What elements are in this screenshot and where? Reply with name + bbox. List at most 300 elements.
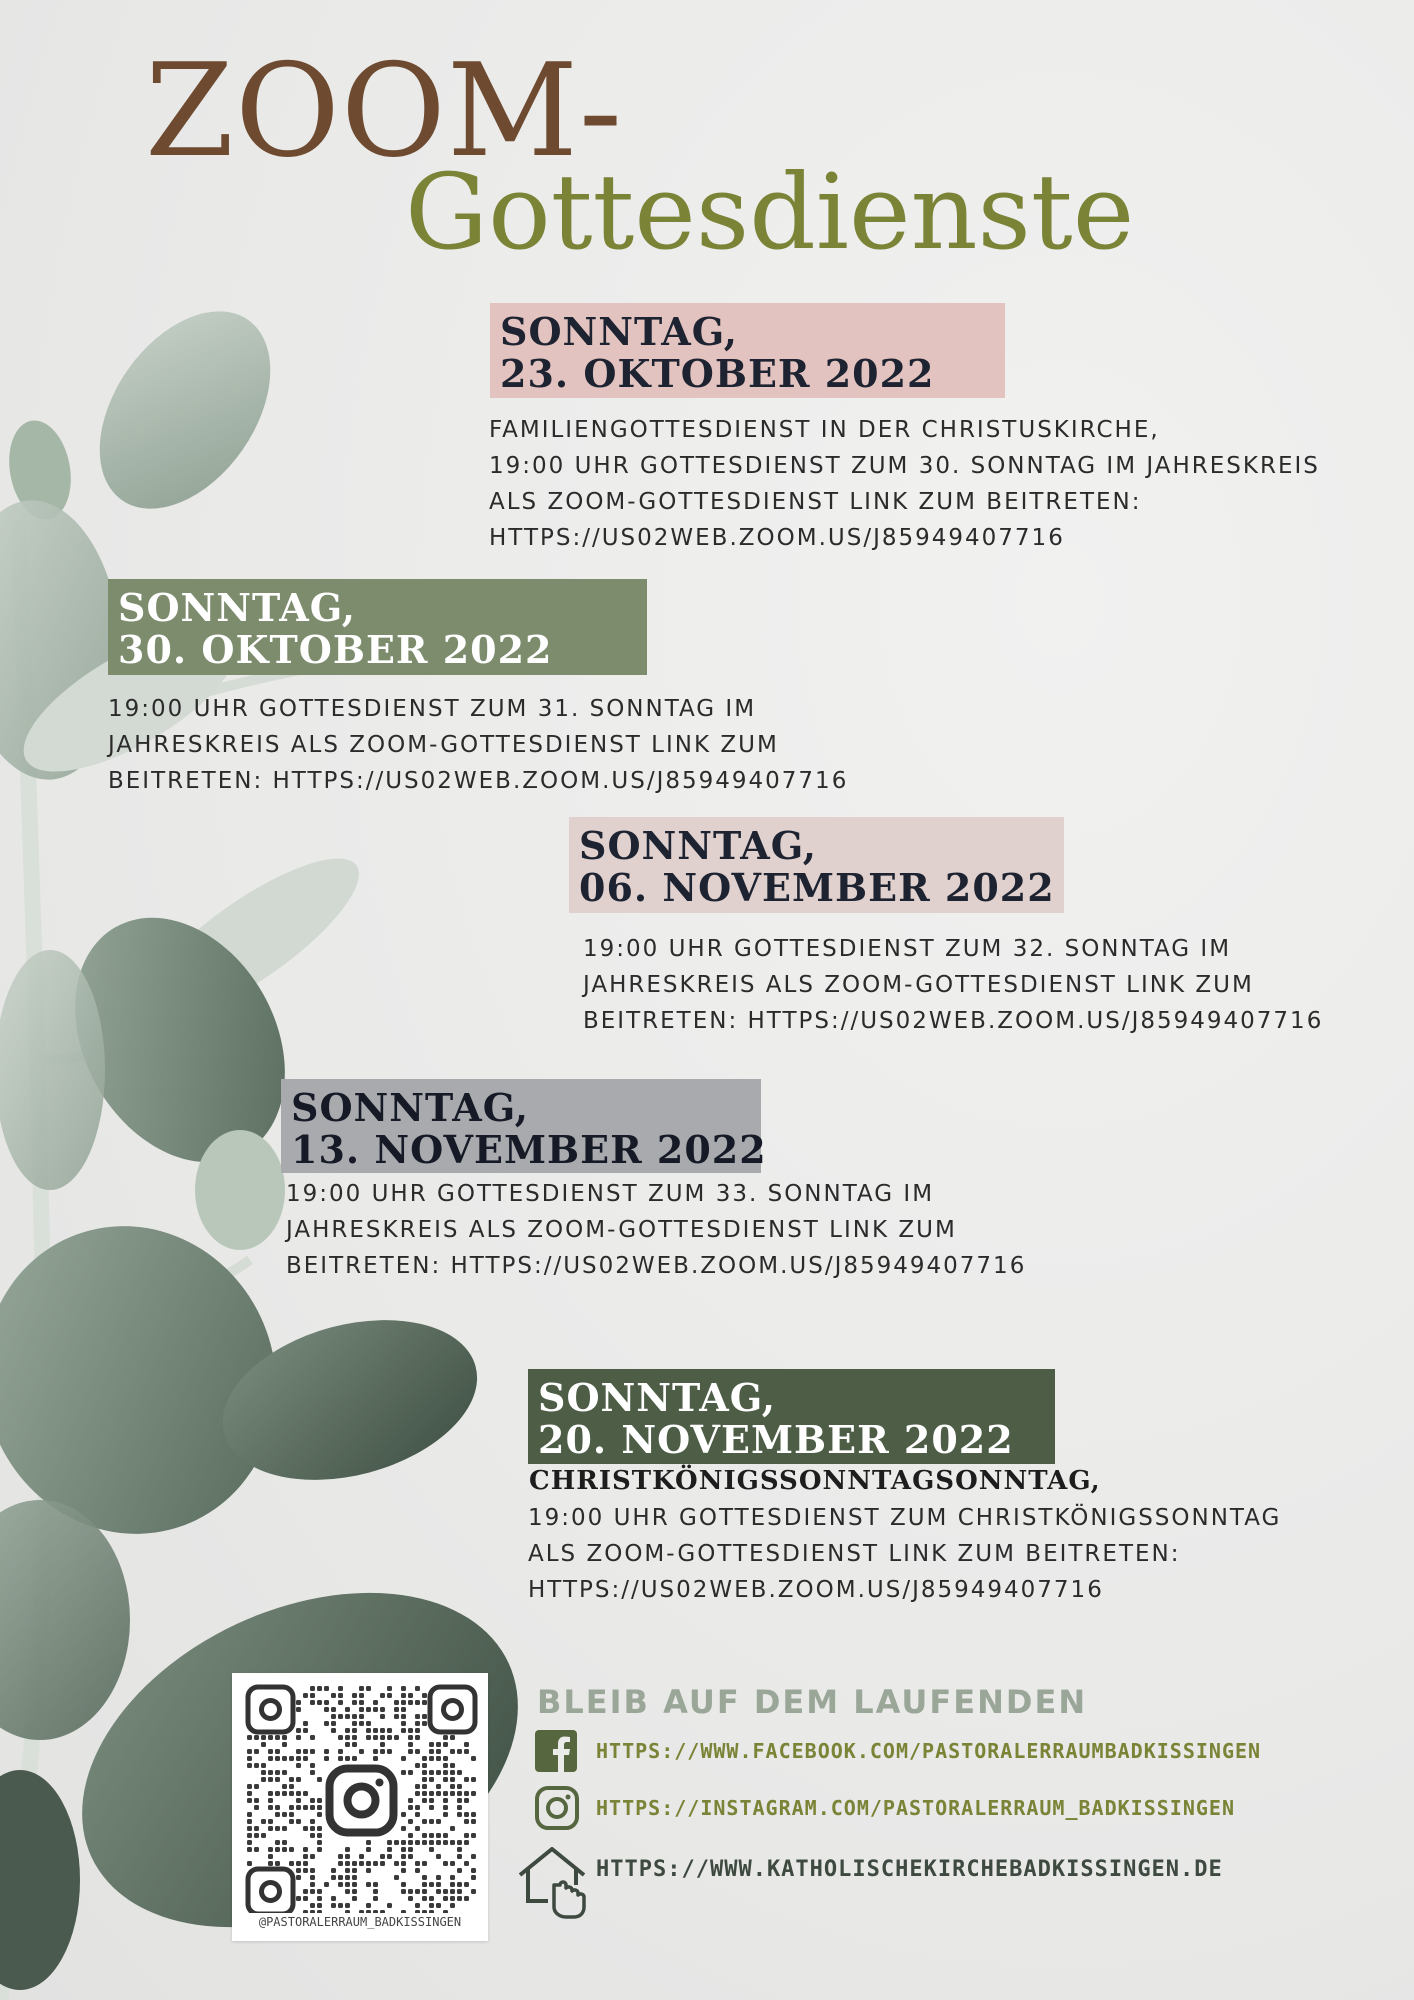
qr-module xyxy=(471,1868,476,1873)
qr-module xyxy=(310,1910,315,1913)
qr-module xyxy=(303,1805,308,1810)
qr-module xyxy=(261,1819,266,1824)
qr-module xyxy=(450,1889,455,1894)
qr-module xyxy=(317,1700,322,1705)
qr-module xyxy=(310,1700,315,1705)
qr-module xyxy=(387,1686,392,1691)
qr-module xyxy=(429,1819,434,1824)
qr-module xyxy=(317,1896,322,1901)
qr-module xyxy=(415,1714,420,1719)
qr-module xyxy=(310,1819,315,1824)
qr-module xyxy=(457,1805,462,1810)
event-text-line: JAHRESKREIS ALS ZOOM-GOTTESDIENST LINK ZUM xyxy=(583,972,1254,998)
qr-module xyxy=(408,1749,413,1754)
qr-module xyxy=(310,1770,315,1775)
qr-module xyxy=(401,1840,406,1845)
qr-module xyxy=(366,1840,371,1845)
qr-module xyxy=(247,1840,252,1845)
event-text-line: JAHRESKREIS ALS ZOOM-GOTTESDIENST LINK ZUM xyxy=(108,732,779,758)
qr-module xyxy=(387,1728,392,1733)
qr-module xyxy=(401,1826,406,1831)
qr-module xyxy=(464,1840,469,1845)
qr-module xyxy=(268,1735,273,1740)
qr-module xyxy=(464,1896,469,1901)
qr-module xyxy=(338,1854,343,1859)
qr-module xyxy=(261,1742,266,1747)
qr-module xyxy=(429,1749,434,1754)
qr-module xyxy=(303,1791,308,1796)
qr-module xyxy=(324,1721,329,1726)
event-date-weekday: SONNTAG, xyxy=(500,309,739,354)
qr-module xyxy=(296,1868,301,1873)
qr-module xyxy=(394,1700,399,1705)
qr-module xyxy=(422,1784,427,1789)
event-date: 30. OKTOBER 2022 xyxy=(118,627,553,672)
qr-module xyxy=(352,1728,357,1733)
qr-module xyxy=(422,1721,427,1726)
qr-module xyxy=(471,1756,476,1761)
website-link[interactable]: HTTPS://WWW.KATHOLISCHEKIRCHEBADKISSINGEN.DE xyxy=(596,1857,1223,1882)
qr-module xyxy=(373,1889,378,1894)
instagram-icon xyxy=(330,1769,394,1833)
qr-module xyxy=(275,1749,280,1754)
event-text-line: 19:00 UHR GOTTESDIENST ZUM 32. SONNTAG IM xyxy=(583,936,1232,962)
facebook-icon xyxy=(534,1729,578,1773)
event-date-weekday: SONNTAG, xyxy=(579,823,818,868)
qr-module xyxy=(289,1756,294,1761)
qr-module xyxy=(303,1693,308,1698)
qr-module xyxy=(310,1805,315,1810)
qr-module xyxy=(401,1868,406,1873)
qr-module xyxy=(373,1882,378,1887)
qr-module xyxy=(352,1861,357,1866)
qr-module xyxy=(268,1847,273,1852)
qr-module xyxy=(401,1707,406,1712)
event-zoom-link[interactable]: BEITRETEN: HTTPS://US02WEB.ZOOM.US/J85949407716 xyxy=(108,768,849,794)
qr-module xyxy=(303,1749,308,1754)
qr-module xyxy=(310,1749,315,1754)
qr-module xyxy=(408,1735,413,1740)
qr-module xyxy=(261,1770,266,1775)
qr-module xyxy=(254,1833,259,1838)
qr-module xyxy=(464,1819,469,1824)
qr-module xyxy=(436,1770,441,1775)
qr-module xyxy=(296,1756,301,1761)
qr-module xyxy=(450,1763,455,1768)
qr-module xyxy=(408,1693,413,1698)
qr-module xyxy=(380,1735,385,1740)
qr-module xyxy=(268,1756,273,1761)
qr-module xyxy=(464,1833,469,1838)
qr-module xyxy=(282,1791,287,1796)
qr-module xyxy=(464,1742,469,1747)
event-text-line: JAHRESKREIS ALS ZOOM-GOTTESDIENST LINK ZUM xyxy=(286,1217,957,1243)
qr-module xyxy=(310,1763,315,1768)
qr-module xyxy=(345,1847,350,1852)
qr-module xyxy=(401,1854,406,1859)
qr-module xyxy=(471,1819,476,1824)
qr-module xyxy=(275,1735,280,1740)
qr-module xyxy=(443,1735,448,1740)
qr-module xyxy=(296,1791,301,1796)
qr-module xyxy=(303,1721,308,1726)
qr-module xyxy=(289,1861,294,1866)
event-text-line: ALS ZOOM-GOTTESDIENST LINK ZUM BEITRETEN: xyxy=(489,489,1142,515)
qr-module xyxy=(457,1812,462,1817)
qr-module xyxy=(275,1805,280,1810)
qr-module xyxy=(422,1875,427,1880)
qr-module xyxy=(373,1749,378,1754)
qr-module xyxy=(338,1686,343,1691)
qr-module xyxy=(422,1798,427,1803)
qr-module xyxy=(380,1854,385,1859)
event-date: 23. OKTOBER 2022 xyxy=(500,351,935,396)
qr-module xyxy=(429,1903,434,1908)
qr-module xyxy=(345,1882,350,1887)
event-zoom-link[interactable]: BEITRETEN: HTTPS://US02WEB.ZOOM.US/J85949407716 xyxy=(583,1008,1324,1034)
qr-module xyxy=(429,1833,434,1838)
qr-module xyxy=(282,1784,287,1789)
qr-module xyxy=(310,1889,315,1894)
event-zoom-link[interactable]: HTTPS://US02WEB.ZOOM.US/J85949407716 xyxy=(489,525,1065,551)
event-date-weekday: SONNTAG, xyxy=(538,1375,777,1420)
qr-module xyxy=(359,1854,364,1859)
qr-module xyxy=(429,1798,434,1803)
qr-module xyxy=(429,1756,434,1761)
qr-module xyxy=(324,1882,329,1887)
qr-module xyxy=(331,1728,336,1733)
qr-module xyxy=(345,1875,350,1880)
event-zoom-link[interactable]: HTTPS://US02WEB.ZOOM.US/J85949407716 xyxy=(528,1577,1104,1603)
event-date-box-5 xyxy=(528,1369,1055,1464)
qr-module xyxy=(282,1840,287,1845)
qr-module xyxy=(352,1889,357,1894)
qr-module xyxy=(380,1728,385,1733)
qr-module xyxy=(345,1735,350,1740)
qr-module xyxy=(352,1714,357,1719)
event-text-line: 19:00 UHR GOTTESDIENST ZUM 30. SONNTAG IM JAHRESKREIS xyxy=(489,453,1320,479)
qr-module xyxy=(422,1756,427,1761)
qr-module xyxy=(331,1875,336,1880)
qr-module xyxy=(261,1763,266,1768)
event-description-1 xyxy=(489,412,1320,556)
event-date-box-4 xyxy=(281,1079,767,1173)
qr-module xyxy=(366,1868,371,1873)
qr-module xyxy=(338,1756,343,1761)
qr-module xyxy=(408,1819,413,1824)
qr-module xyxy=(317,1910,322,1913)
qr-caption: @PASTORALERRAUM_BADKISSINGEN xyxy=(258,1915,462,1929)
qr-module xyxy=(429,1777,434,1782)
qr-module xyxy=(352,1700,357,1705)
qr-module xyxy=(415,1826,420,1831)
qr-module xyxy=(247,1861,252,1866)
qr-module xyxy=(268,1861,273,1866)
qr-module xyxy=(387,1693,392,1698)
qr-module xyxy=(415,1784,420,1789)
qr-module xyxy=(415,1721,420,1726)
qr-module xyxy=(443,1798,448,1803)
qr-module xyxy=(401,1910,406,1913)
qr-module xyxy=(422,1861,427,1866)
qr-module xyxy=(464,1812,469,1817)
qr-module xyxy=(247,1784,252,1789)
qr-module xyxy=(254,1763,259,1768)
qr-module xyxy=(310,1868,315,1873)
stay-updated-heading: BLEIB AUF DEM LAUFENDEN xyxy=(537,1683,1088,1721)
qr-module xyxy=(464,1791,469,1796)
qr-module xyxy=(408,1833,413,1838)
qr-module xyxy=(282,1756,287,1761)
qr-module xyxy=(310,1826,315,1831)
qr-module xyxy=(338,1875,343,1880)
qr-module xyxy=(324,1686,329,1691)
qr-module xyxy=(268,1854,273,1859)
qr-module xyxy=(429,1896,434,1901)
qr-module xyxy=(415,1805,420,1810)
qr-module xyxy=(401,1847,406,1852)
qr-module xyxy=(443,1910,448,1913)
qr-module xyxy=(331,1903,336,1908)
qr-module xyxy=(471,1875,476,1880)
qr-module xyxy=(457,1882,462,1887)
qr-module xyxy=(331,1693,336,1698)
qr-module xyxy=(408,1700,413,1705)
qr-module xyxy=(275,1756,280,1761)
qr-module xyxy=(401,1861,406,1866)
event-date: 20. NOVEMBER 2022 xyxy=(538,1417,1014,1462)
qr-module xyxy=(401,1756,406,1761)
event-description-3 xyxy=(583,931,1323,1039)
qr-module xyxy=(296,1707,301,1712)
qr-module xyxy=(380,1707,385,1712)
qr-module xyxy=(387,1854,392,1859)
qr-module xyxy=(317,1812,322,1817)
qr-module xyxy=(303,1756,308,1761)
qr-module xyxy=(387,1840,392,1845)
qr-module xyxy=(394,1735,399,1740)
qr-module xyxy=(317,1840,322,1845)
qr-module xyxy=(247,1798,252,1803)
qr-module xyxy=(380,1693,385,1698)
qr-module xyxy=(401,1882,406,1887)
qr-module xyxy=(296,1777,301,1782)
qr-module xyxy=(289,1812,294,1817)
event-date: 13. NOVEMBER 2022 xyxy=(291,1127,767,1172)
qr-module xyxy=(345,1854,350,1859)
event-date-box-2 xyxy=(108,579,647,675)
qr-module xyxy=(471,1812,476,1817)
qr-module xyxy=(275,1826,280,1831)
qr-module xyxy=(373,1861,378,1866)
qr-module xyxy=(429,1882,434,1887)
qr-module xyxy=(359,1714,364,1719)
qr-module xyxy=(282,1847,287,1852)
qr-module xyxy=(296,1728,301,1733)
qr-module xyxy=(429,1840,434,1845)
qr-module xyxy=(415,1749,420,1754)
qr-module xyxy=(422,1882,427,1887)
qr-module xyxy=(436,1756,441,1761)
qr-module xyxy=(408,1742,413,1747)
qr-module xyxy=(345,1861,350,1866)
qr-module xyxy=(436,1819,441,1824)
qr-module xyxy=(247,1833,252,1838)
qr-module xyxy=(310,1735,315,1740)
qr-module xyxy=(296,1805,301,1810)
qr-module xyxy=(401,1714,406,1719)
qr-module xyxy=(275,1770,280,1775)
qr-module xyxy=(450,1770,455,1775)
qr-module xyxy=(450,1777,455,1782)
qr-module xyxy=(289,1777,294,1782)
qr-module xyxy=(345,1707,350,1712)
qr-module xyxy=(289,1819,294,1824)
qr-module xyxy=(268,1826,273,1831)
qr-module xyxy=(261,1777,266,1782)
qr-module xyxy=(415,1735,420,1740)
qr-module xyxy=(303,1826,308,1831)
qr-module xyxy=(366,1882,371,1887)
qr-module xyxy=(457,1854,462,1859)
qr-module xyxy=(352,1896,357,1901)
qr-module xyxy=(422,1693,427,1698)
qr-module xyxy=(275,1861,280,1866)
qr-module xyxy=(464,1861,469,1866)
qr-module xyxy=(331,1714,336,1719)
qr-module xyxy=(331,1721,336,1726)
qr-module xyxy=(380,1861,385,1866)
qr-module xyxy=(422,1770,427,1775)
qr-module xyxy=(443,1805,448,1810)
qr-module xyxy=(450,1791,455,1796)
qr-module xyxy=(401,1693,406,1698)
qr-module xyxy=(457,1770,462,1775)
qr-module xyxy=(352,1882,357,1887)
qr-module xyxy=(422,1889,427,1894)
qr-module xyxy=(387,1847,392,1852)
qr-module xyxy=(247,1819,252,1824)
qr-module xyxy=(317,1777,322,1782)
qr-module xyxy=(380,1742,385,1747)
qr-module xyxy=(345,1756,350,1761)
qr-module xyxy=(436,1833,441,1838)
instagram-icon xyxy=(534,1785,580,1831)
qr-module xyxy=(457,1749,462,1754)
qr-module xyxy=(464,1882,469,1887)
qr-module xyxy=(443,1812,448,1817)
qr-module xyxy=(310,1854,315,1859)
qr-module xyxy=(401,1721,406,1726)
qr-module xyxy=(366,1728,371,1733)
qr-code[interactable] xyxy=(232,1673,488,1913)
qr-module xyxy=(443,1763,448,1768)
event-description-2 xyxy=(108,691,848,799)
qr-module xyxy=(471,1791,476,1796)
qr-module xyxy=(443,1889,448,1894)
qr-module xyxy=(268,1749,273,1754)
qr-module xyxy=(464,1749,469,1754)
qr-module xyxy=(317,1833,322,1838)
qr-module xyxy=(443,1756,448,1761)
qr-module xyxy=(359,1707,364,1712)
qr-module xyxy=(408,1896,413,1901)
qr-module xyxy=(422,1840,427,1845)
qr-module xyxy=(282,1770,287,1775)
qr-module xyxy=(275,1812,280,1817)
qr-module xyxy=(401,1700,406,1705)
qr-module xyxy=(373,1910,378,1913)
qr-module xyxy=(422,1791,427,1796)
page-title: ZOOM- xyxy=(145,37,624,186)
qr-module xyxy=(450,1840,455,1845)
qr-module xyxy=(443,1861,448,1866)
qr-module xyxy=(401,1889,406,1894)
qr-module xyxy=(338,1735,343,1740)
qr-module xyxy=(289,1784,294,1789)
qr-module xyxy=(471,1833,476,1838)
qr-module xyxy=(415,1868,420,1873)
qr-module xyxy=(415,1812,420,1817)
event-text-line: ALS ZOOM-GOTTESDIENST LINK ZUM BEITRETEN: xyxy=(528,1541,1181,1567)
qr-module xyxy=(352,1875,357,1880)
qr-module xyxy=(408,1798,413,1803)
qr-module xyxy=(415,1686,420,1691)
qr-module xyxy=(296,1735,301,1740)
qr-module xyxy=(415,1910,420,1913)
qr-module xyxy=(429,1742,434,1747)
qr-module xyxy=(345,1910,350,1913)
qr-module xyxy=(359,1700,364,1705)
qr-module xyxy=(268,1777,273,1782)
facebook-link[interactable]: HTTPS://WWW.FACEBOOK.COM/PASTORALERRAUMBADKISSINGEN xyxy=(596,1739,1262,1763)
qr-module xyxy=(352,1868,357,1873)
qr-module xyxy=(471,1777,476,1782)
qr-module xyxy=(359,1686,364,1691)
qr-module xyxy=(394,1861,399,1866)
qr-module xyxy=(436,1903,441,1908)
qr-module xyxy=(387,1749,392,1754)
qr-module xyxy=(282,1826,287,1831)
event-date-weekday: SONNTAG, xyxy=(291,1085,530,1130)
qr-module xyxy=(373,1735,378,1740)
qr-module xyxy=(324,1707,329,1712)
qr-module xyxy=(408,1728,413,1733)
qr-module xyxy=(443,1791,448,1796)
qr-module xyxy=(282,1812,287,1817)
qr-module xyxy=(366,1735,371,1740)
qr-module xyxy=(303,1910,308,1913)
qr-module xyxy=(401,1728,406,1733)
qr-module xyxy=(380,1714,385,1719)
qr-module xyxy=(457,1791,462,1796)
qr-module xyxy=(436,1875,441,1880)
qr-module xyxy=(324,1756,329,1761)
qr-module xyxy=(289,1805,294,1810)
qr-module xyxy=(247,1749,252,1754)
qr-module xyxy=(408,1847,413,1852)
qr-module xyxy=(247,1756,252,1761)
qr-module xyxy=(345,1742,350,1747)
event-zoom-link[interactable]: BEITRETEN: HTTPS://US02WEB.ZOOM.US/J85949407716 xyxy=(286,1253,1027,1279)
qr-module xyxy=(296,1763,301,1768)
qr-module xyxy=(450,1896,455,1901)
qr-module xyxy=(345,1728,350,1733)
qr-module xyxy=(282,1735,287,1740)
qr-module xyxy=(422,1896,427,1901)
qr-module xyxy=(373,1756,378,1761)
instagram-link[interactable]: HTTPS://INSTAGRAM.COM/PASTORALERRAUM_BADKISSINGEN xyxy=(596,1796,1236,1820)
